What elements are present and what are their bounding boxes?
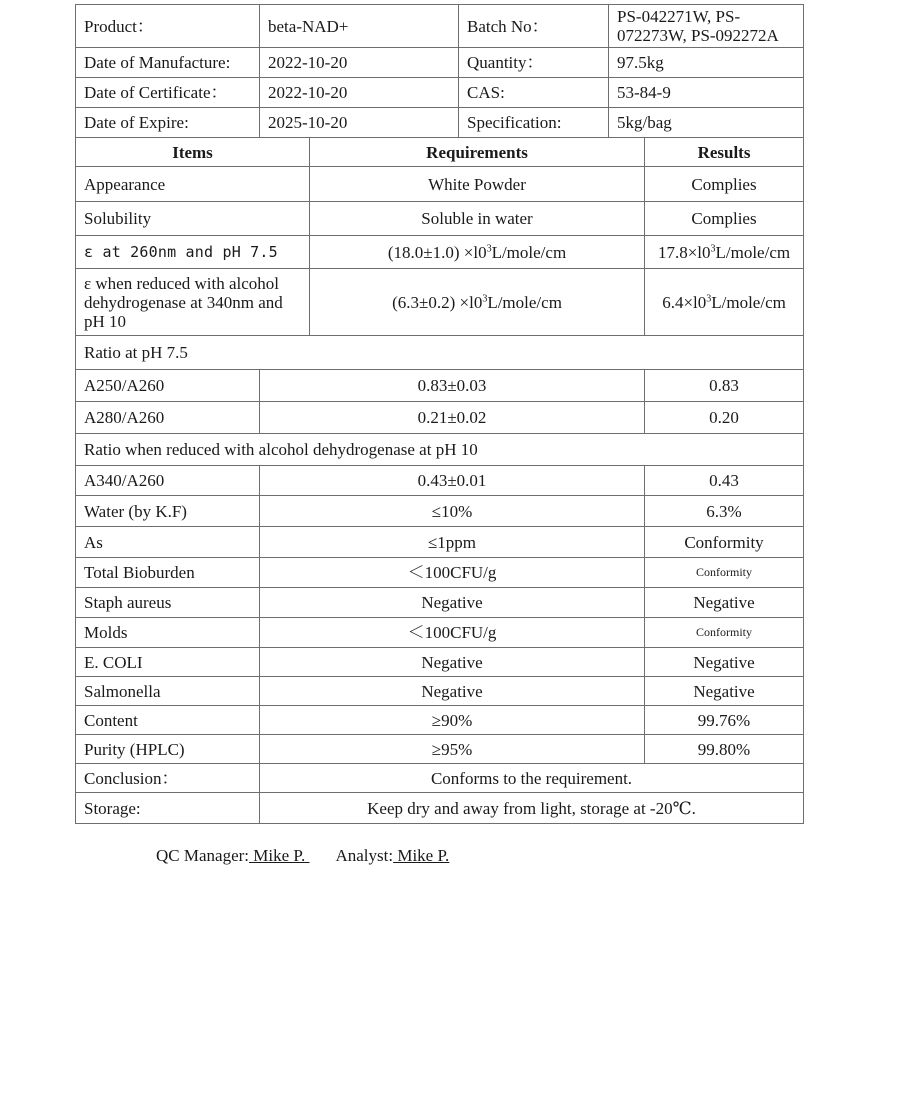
result-text: 6.4×l0	[662, 292, 707, 312]
section-row-ratio-reduced	[76, 434, 804, 466]
result: 99.80%	[645, 735, 804, 764]
table-header-row	[76, 138, 804, 167]
table-row	[76, 618, 804, 648]
result: Negative	[645, 588, 804, 618]
expire-value: 2025-10-20	[260, 108, 459, 138]
unit: L/mole/cm	[487, 292, 562, 312]
item-name: Appearance	[76, 167, 310, 202]
product-label: Product：	[76, 5, 260, 48]
header-items: Items	[76, 138, 310, 167]
section-title: Ratio when reduced with alcohol dehydrogenase at pH 10	[76, 434, 804, 466]
storage-value: Keep dry and away from light, storage at -20℃.	[260, 793, 804, 824]
item-name: Staph aureus	[76, 588, 260, 618]
manufacture-label: Date of Manufacture:	[76, 48, 260, 78]
table-row	[76, 269, 804, 336]
item-name: ε at 260nm and pH 7.5	[76, 236, 310, 269]
requirement: ＜100CFU/g	[260, 558, 645, 588]
manufacture-value: 2022-10-20	[260, 48, 459, 78]
table-row	[76, 370, 804, 402]
exponent: 3	[710, 242, 716, 254]
item-name: ε when reduced with alcohol dehydrogenase at 340nm and pH 10	[76, 269, 310, 336]
result	[645, 236, 804, 269]
table-row	[76, 202, 804, 236]
analyst-name: Mike P.	[393, 846, 450, 865]
spec-value: 5kg/bag	[609, 108, 804, 138]
table-row	[76, 402, 804, 434]
requirement: 0.43±0.01	[260, 466, 645, 496]
item-name: Purity (HPLC)	[76, 735, 260, 764]
unit: L/mole/cm	[711, 292, 786, 312]
item-name: Water (by K.F)	[76, 496, 260, 527]
info-row-product	[76, 5, 804, 48]
requirement: ≤1ppm	[260, 527, 645, 558]
result: 0.83	[645, 370, 804, 402]
info-row-certificate	[76, 78, 804, 108]
item-name: Total Bioburden	[76, 558, 260, 588]
result	[645, 269, 804, 336]
section-title: Ratio at pH 7.5	[76, 336, 804, 370]
table-row	[76, 527, 804, 558]
requirement: 0.83±0.03	[260, 370, 645, 402]
result: 0.43	[645, 466, 804, 496]
batch-label: Batch No：	[459, 5, 609, 48]
result: Complies	[645, 202, 804, 236]
table-row	[76, 496, 804, 527]
spec-label: Specification:	[459, 108, 609, 138]
header-requirements: Requirements	[310, 138, 645, 167]
quantity-label: Quantity：	[459, 48, 609, 78]
requirement: Negative	[260, 648, 645, 677]
item-name: E. COLI	[76, 648, 260, 677]
test-results-table	[75, 137, 804, 824]
table-row	[76, 648, 804, 677]
item-name: Salmonella	[76, 677, 260, 706]
unit: L/mole/cm	[715, 242, 791, 262]
item-name: Solubility	[76, 202, 310, 236]
conclusion-value: Conforms to the requirement.	[260, 764, 804, 793]
table-row	[76, 677, 804, 706]
requirement-text: (6.3±0.2) ×l0	[392, 292, 483, 312]
product-value: beta-NAD+	[260, 5, 459, 48]
table-row	[76, 167, 804, 202]
result: Conformity	[645, 618, 804, 648]
conclusion-label: Conclusion：	[76, 764, 260, 793]
requirement: ≥95%	[260, 735, 645, 764]
table-row	[76, 558, 804, 588]
info-row-expire	[76, 108, 804, 138]
cas-label: CAS:	[459, 78, 609, 108]
analyst-label: Analyst:	[335, 846, 394, 865]
table-row	[76, 236, 804, 269]
certificate-value: 2022-10-20	[260, 78, 459, 108]
table-row	[76, 466, 804, 496]
section-row-ratio-ph75	[76, 336, 804, 370]
result: Conformity	[645, 527, 804, 558]
requirement: Negative	[260, 588, 645, 618]
certificate-label: Date of Certificate：	[76, 78, 260, 108]
exponent: 3	[482, 292, 488, 304]
table-row	[76, 588, 804, 618]
item-name: Content	[76, 706, 260, 735]
storage-row	[76, 793, 804, 824]
result: Negative	[645, 677, 804, 706]
quantity-value: 97.5kg	[609, 48, 804, 78]
result-text: 17.8×l0	[657, 242, 711, 262]
exponent: 3	[486, 242, 492, 254]
table-row	[76, 706, 804, 735]
result: Complies	[645, 167, 804, 202]
requirement: ≤10%	[260, 496, 645, 527]
requirement: 0.21±0.02	[260, 402, 645, 434]
requirement: ＜100CFU/g	[260, 618, 645, 648]
batch-value: PS-042271W, PS-072273W, PS-092272A	[609, 5, 804, 48]
storage-label: Storage:	[76, 793, 260, 824]
item-name: A280/A260	[76, 402, 260, 434]
requirement	[310, 269, 645, 336]
item-name: A250/A260	[76, 370, 260, 402]
qc-manager-name: Mike P.	[249, 846, 310, 865]
result: 99.76%	[645, 706, 804, 735]
conclusion-row	[76, 764, 804, 793]
product-info-table	[75, 4, 804, 138]
requirement: ≥90%	[260, 706, 645, 735]
header-results: Results	[645, 138, 804, 167]
qc-manager-label: QC Manager:	[156, 846, 250, 865]
item-name: Molds	[76, 618, 260, 648]
item-name: A340/A260	[76, 466, 260, 496]
exponent: 3	[706, 292, 712, 304]
requirement-text: (18.0±1.0) ×l0	[387, 242, 487, 262]
requirement: Negative	[260, 677, 645, 706]
requirement: Soluble in water	[310, 202, 645, 236]
info-row-manufacture	[76, 48, 804, 78]
requirement: White Powder	[310, 167, 645, 202]
result: 6.3%	[645, 496, 804, 527]
item-name: As	[76, 527, 260, 558]
table-row	[76, 735, 804, 764]
unit: L/mole/cm	[491, 242, 567, 262]
requirement	[310, 236, 645, 269]
cas-value: 53-84-9	[609, 78, 804, 108]
result: Negative	[645, 648, 804, 677]
result: 0.20	[645, 402, 804, 434]
result: Conformity	[645, 558, 804, 588]
expire-label: Date of Expire:	[76, 108, 260, 138]
signature-line	[156, 846, 449, 866]
